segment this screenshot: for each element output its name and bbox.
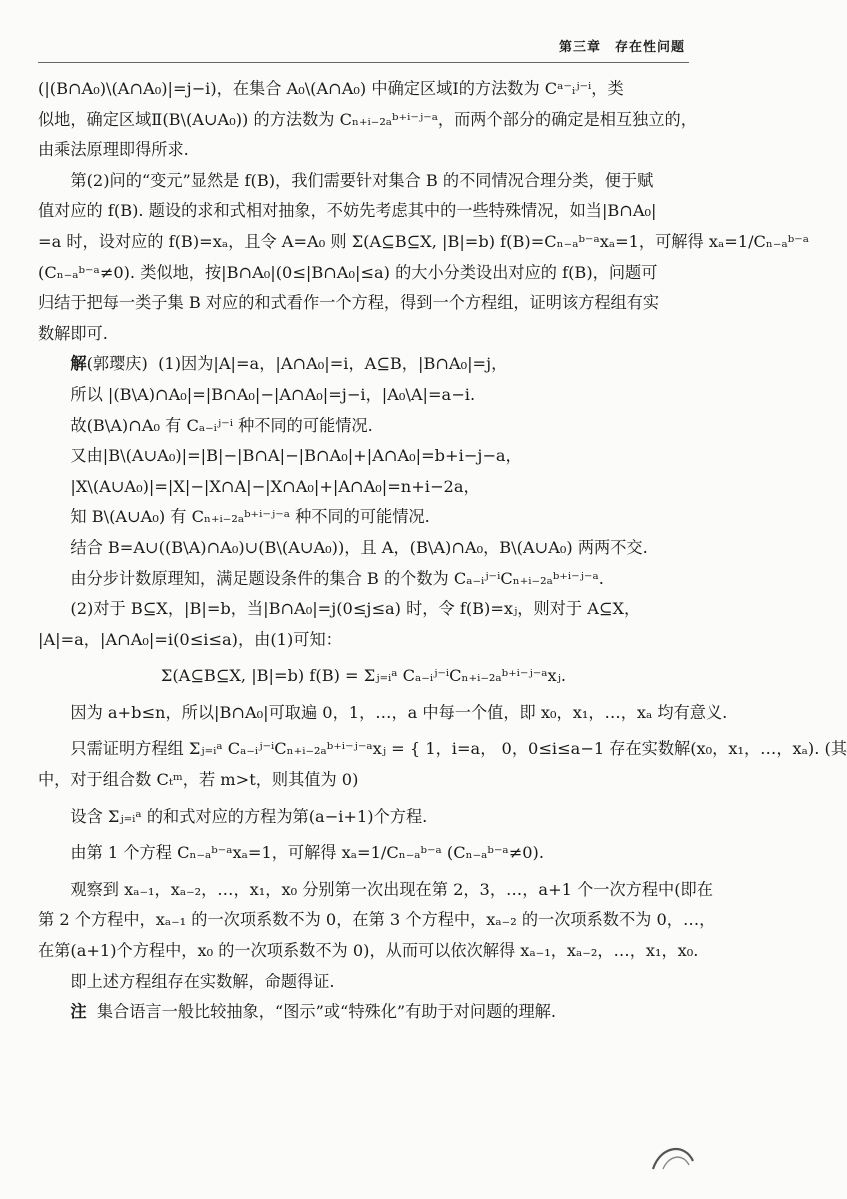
solution-line-6: 知 B\(A∪A₀) 有 Cₙ₊ᵢ₋₂ₐᵇ⁺ⁱ⁻ʲ⁻ᵃ 种不同的可能情况. xyxy=(70,507,430,527)
solution-line-15: 由第 1 个方程 Cₙ₋ₐᵇ⁻ᵃxₐ=1，可解得 xₐ=1/Cₙ₋ₐᵇ⁻ᵃ (Cₙ₋ₐᵇ⁻ᵃ≠0). xyxy=(70,843,544,863)
solution-line-13: 中，对于组合数 Cₜᵐ，若 m>t，则其值为 0) xyxy=(38,770,359,790)
solution-line-2: 所以 |(B\A)∩A₀|=|B∩A₀|−|A∩A₀|=j−i，|A₀\A|=a−i. xyxy=(70,384,476,404)
solution-line-1 xyxy=(38,349,689,380)
solution-text-1: (1)因为|A|=a，|A∩A₀|=i，A⊆B，|B∩A₀|=j， xyxy=(158,354,508,374)
p2-line-1: 第(2)问的“变元”显然是 f(B)，我们需要针对集合 B 的不同情况合理分类，便于赋 xyxy=(70,170,654,190)
solution-author: (郭璎庆) xyxy=(86,354,148,374)
solution-line-4: 又由|B\(A∪A₀)|=|B|−|B∩A|−|B∩A₀|+|A∩A₀|=b+i−j−a， xyxy=(70,446,522,466)
solution-label: 解 xyxy=(70,354,87,374)
running-header: 第三章 存在性问题 xyxy=(558,40,685,55)
solution-line-7: 结合 B=A∪((B\A)∩A₀)∪(B\(A∪A₀))，且 A，(B\A)∩A₀，B\(A∪A₀) 两两不交. xyxy=(70,537,648,557)
p2-line-4: (Cₙ₋ₐᵇ⁻ᵃ≠0). 类似地，按|B∩A₀|(0≤|B∩A₀|≤a) 的大小分类设出对应的 f(B)，问题可 xyxy=(38,262,658,282)
solution-line-3: 故(B\A)∩A₀ 有 Cₐ₋ᵢʲ⁻ⁱ 种不同的可能情况. xyxy=(70,415,373,435)
p2-line-6: 数解即可. xyxy=(38,323,108,343)
p2-line-2: 值对应的 f(B). 题设的求和式相对抽象，不妨先考虑其中的一些特殊情况，如当|B∩A₀| xyxy=(38,201,657,221)
solution-line-18: 在第(a+1)个方程中，x₀ 的一次项系数不为 0)，从而可以依次解得 xₐ₋₁，xₐ₋₂，…，x₁，x₀. xyxy=(38,941,699,961)
solution-line-17: 第 2 个方程中，xₐ₋₁ 的一次项系数不为 0，在第 3 个方程中，xₐ₋₂ 的一次项系数不为 0，…， xyxy=(38,910,716,930)
note-line xyxy=(38,997,689,1028)
solution-line-19: 即上述方程组存在实数解，命题得证. xyxy=(70,971,335,991)
solution-line-12: 只需证明方程组 Σⱼ₌ᵢᵃ Cₐ₋ᵢʲ⁻ⁱCₙ₊ᵢ₋₂ₐᵇ⁺ⁱ⁻ʲ⁻ᵃxⱼ = { 1，i=a， 0，0≤i≤a−1 存在实数解(x₀，x₁，…，xₐ). (其 xyxy=(70,739,847,759)
p1-line-1: (|(B∩A₀)\(A∩A₀)|=j−i)，在集合 A₀\(A∩A₀) 中确定区域Ⅰ的方法数为 Cᵃ⁻ᵢʲ⁻ⁱ，类 xyxy=(38,79,624,98)
note-label: 注 xyxy=(70,1002,87,1022)
header-rule xyxy=(38,62,689,63)
solution-line-9: (2)对于 B⊆X，|B|=b，当|B∩A₀|=j(0≤j≤a) 时，令 f(B)=xⱼ，则对于 A⊆X， xyxy=(70,599,641,619)
p1-line-3: 由乘法原理即得所求. xyxy=(38,140,189,160)
note-text: 集合语言一般比较抽象，“图示”或“特殊化”有助于对问题的理解. xyxy=(96,1002,556,1022)
solution-line-14: 设含 Σⱼ₌ᵢᵃ 的和式对应的方程为第(a−i+1)个方程. xyxy=(70,806,428,826)
page-curl-icon xyxy=(649,1139,697,1177)
solution-line-8: 由分步计数原理知，满足题设条件的集合 B 的个数为 Cₐ₋ᵢʲ⁻ⁱCₙ₊ᵢ₋₂ₐᵇ⁺ⁱ⁻ʲ⁻ᵃ. xyxy=(70,568,604,588)
solution-line-10: |A|=a，|A∩A₀|=i(0≤i≤a)，由(1)可知： xyxy=(38,629,342,649)
display-equation: Σ(A⊆B⊆X, |B|=b) f(B) = Σⱼ₌ᵢᵃ Cₐ₋ᵢʲ⁻ⁱCₙ₊ᵢ₋₂ₐᵇ⁺ⁱ⁻ʲ⁻ᵃxⱼ. xyxy=(160,666,567,686)
p2-line-5: 归结于把每一类子集 B 对应的和式看作一个方程，得到一个方程组，证明该方程组有实 xyxy=(38,293,660,313)
solution-line-11: 因为 a+b≤n，所以|B∩A₀|可取遍 0，1，…，a 中每一个值，即 x₀，x₁，…，xₐ 均有意义. xyxy=(70,702,728,722)
p1-line-2: 似地，确定区域Ⅱ(B\(A∪A₀)) 的方法数为 Cₙ₊ᵢ₋₂ₐᵇ⁺ⁱ⁻ʲ⁻ᵃ，而两个部分的确定是相互独立的， xyxy=(38,109,697,129)
page-body xyxy=(38,74,847,1028)
solution-line-5: |X\(A∪A₀)|=|X|−|X∩A|−|X∩A₀|+|A∩A₀|=n+i−2a， xyxy=(70,476,480,496)
solution-line-16: 观察到 xₐ₋₁，xₐ₋₂，…，x₁，x₀ 分别第一次出现在第 2，3，…，a+1 个一次方程中(即在 xyxy=(70,879,713,899)
p2-line-3: =a 时，设对应的 f(B)=xₐ，且令 A=A₀ 则 Σ(A⊆B⊆X, |B|=b) f(B)=Cₙ₋ₐᵇ⁻ᵃxₐ=1，可解得 xₐ=1/Cₙ₋ₐᵇ⁻ᵃ xyxy=(38,231,809,251)
